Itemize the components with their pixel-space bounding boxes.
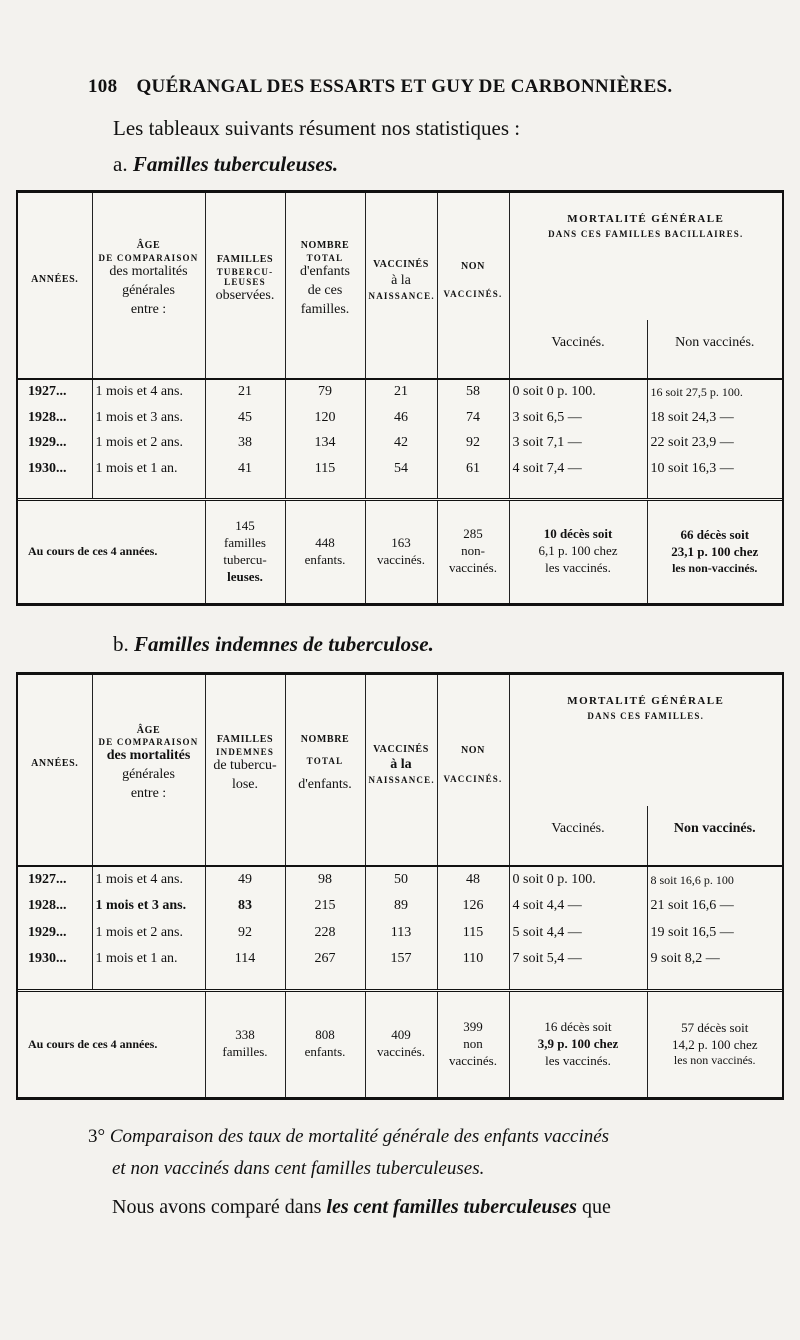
table-row: 1928... 1 mois et 3 ans. 45 120 46 74 3 soit 6,5 — 18 soit 24,3 —	[18, 405, 782, 430]
section-a-title: a. Familles tuberculeuses.	[113, 152, 339, 176]
header-mortalite: MORTALITÉ GÉNÉRALE DANS CES FAMILLES BACILLAIRES.	[509, 193, 782, 320]
table-row: 1927... 1 mois et 4 ans. 21 79 21 58 0 soit 0 p. 100. 16 soit 27,5 p. 100.	[18, 379, 782, 406]
header-nombre: NOMBRE TOTAL d'enfants de ces familles.	[285, 193, 365, 366]
subheader-vaccines: Vaccinés.	[509, 320, 647, 366]
table-familles-tuberculeuses	[16, 190, 784, 606]
header-familles: FAMILLES TUBERCU- LEUSES observées.	[205, 193, 285, 366]
section-b-title: b. Familles indemnes de tuberculose.	[113, 632, 434, 656]
header-mortalite: MORTALITÉ GÉNÉRALE DANS CES FAMILLES.	[509, 675, 782, 806]
totals-row: Au cours de ces 4 années. 338 familles. 808 enfants. 409 vaccinés. 399 non vaccinés. 16 décès soit 3,9 p. 100 chez les vaccinés. 57 décès soit 14,2 p. 100 chez les non vaccinés.	[18, 990, 782, 1097]
page-number: 108	[88, 76, 118, 97]
table-row: 1930... 1 mois et 1 an. 41 115 54 61 4 soit 7,4 — 10 soit 16,3 —	[18, 456, 782, 481]
table-row: 1929... 1 mois et 2 ans. 92 228 113 115 5 soit 4,4 — 19 soit 16,5 —	[18, 919, 782, 945]
section-3-heading: 3° Comparaison des taux de mortalité générale des enfants vaccinés	[88, 1126, 610, 1147]
running-header	[88, 76, 768, 98]
table-row: 1929... 1 mois et 2 ans. 38 134 42 92 3 soit 7,1 — 22 soit 23,9 —	[18, 431, 782, 456]
running-title: QUÉRANGAL DES ESSARTS ET GUY DE CARBONNIÈRES.	[136, 76, 673, 97]
table-row: 1930... 1 mois et 1 an. 114 267 157 110 7 soit 5,4 — 9 soit 8,2 —	[18, 946, 782, 972]
header-non-vaccines: NON VACCINÉS.	[437, 675, 509, 853]
section-3-heading-line2: et non vaccinés dans cent familles tuberculeuses.	[112, 1158, 485, 1179]
header-vaccines: VACCINÉS à la NAISSANCE.	[365, 193, 437, 366]
subheader-non-vaccines: Non vaccinés.	[647, 806, 782, 853]
totals-row: Au cours de ces 4 années. 145 familles tubercu- leuses. 448 enfants. 163 vaccinés. 285 non- vaccinés. 10 décès soit 6,1 p. 100 chez les vaccinés. 66 décès soit 23,1 p. 100 chez les non-vaccinés.	[18, 499, 782, 603]
intro-sentence: Les tableaux suivants résument nos statistiques :	[113, 116, 521, 140]
body-paragraph: Nous avons comparé dans les cent familles tuberculeuses que	[112, 1196, 611, 1218]
table-familles-indemnes	[16, 672, 784, 1100]
header-nombre: NOMBRE TOTAL d'enfants.	[285, 675, 365, 853]
header-non-vaccines: NON VACCINÉS.	[437, 193, 509, 366]
subheader-vaccines: Vaccinés.	[509, 806, 647, 853]
header-annees: ANNÉES.	[31, 273, 79, 285]
header-age: ÂGE DE COMPARAISON des mortalités générales entre :	[92, 675, 205, 853]
header-age: ÂGE DE COMPARAISON des mortalités générales entre :	[92, 193, 205, 366]
header-annees: ANNÉES.	[31, 758, 79, 770]
header-vaccines: VACCINÉS à la NAISSANCE.	[365, 675, 437, 853]
table-row: 1928... 1 mois et 3 ans. 83 215 89 126 4 soit 4,4 — 21 soit 16,6 —	[18, 893, 782, 919]
table-row: 1927... 1 mois et 4 ans. 49 98 50 48 0 soit 0 p. 100. 8 soit 16,6 p. 100	[18, 866, 782, 893]
header-familles: FAMILLES INDEMNES de tubercu- lose.	[205, 675, 285, 853]
subheader-non-vaccines: Non vaccinés.	[647, 320, 782, 366]
